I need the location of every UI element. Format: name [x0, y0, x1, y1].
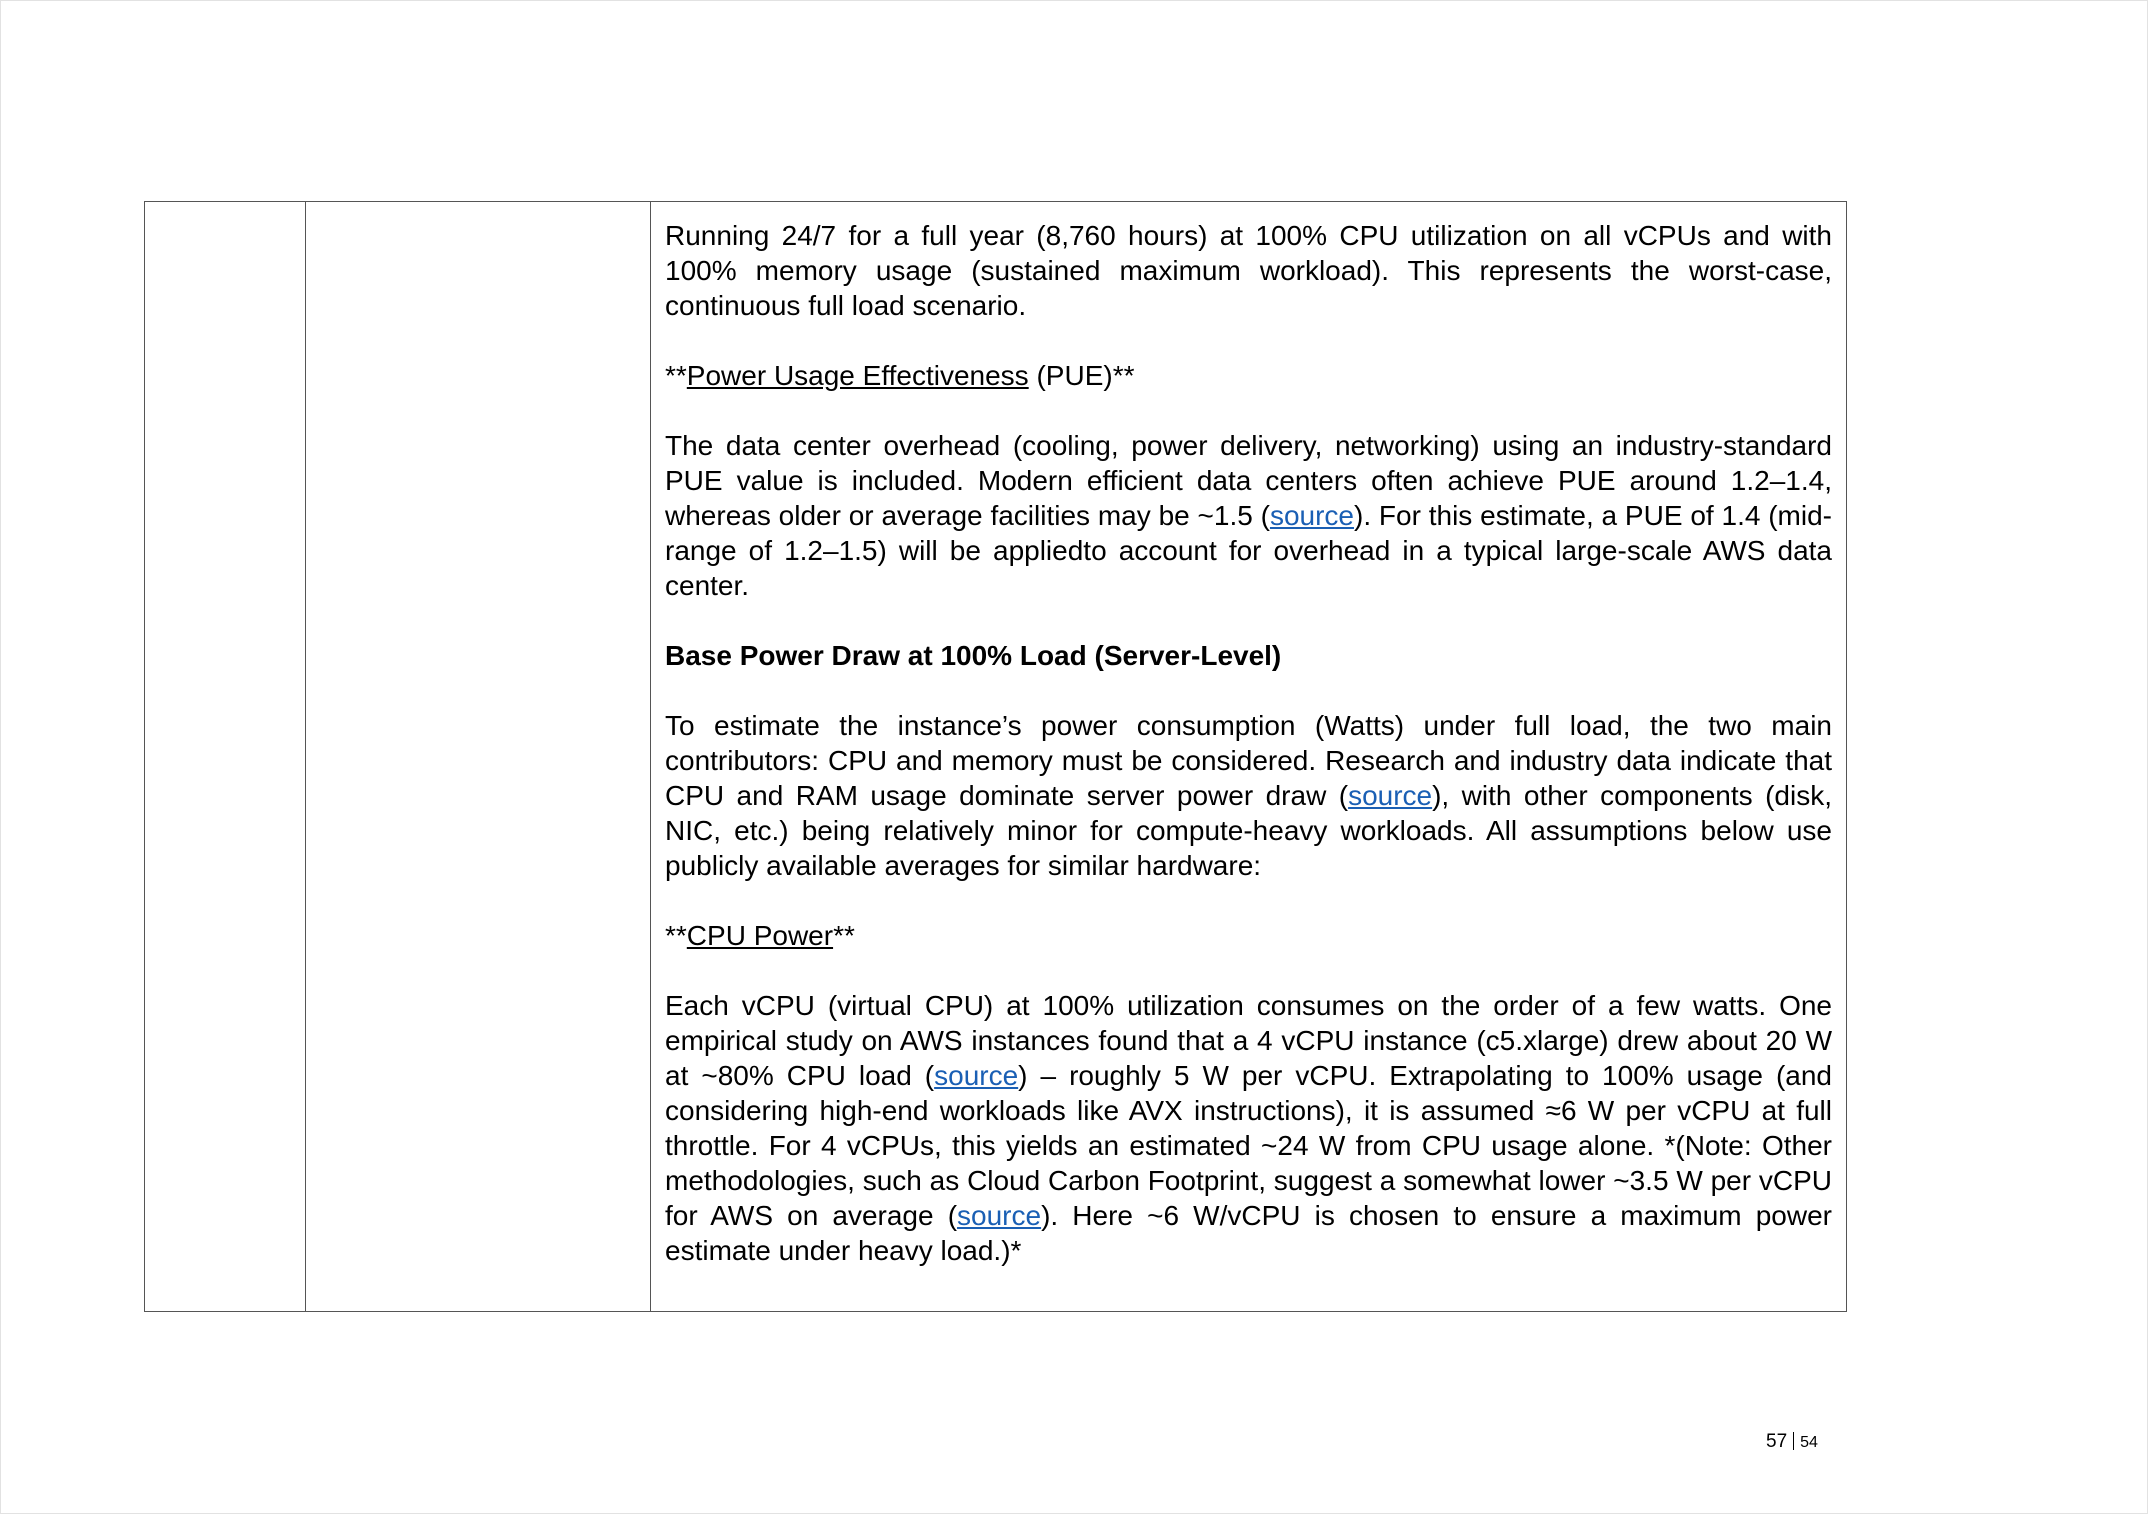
cpu-text-1: Each vCPU (virtual CPU) at 100% utilization consumes on the order of a few watts. One empirical study on AWS instances found that a 4 vCPU instance (c5.xlarge) drew about 20 W at ~80% CPU load (	[665, 990, 1832, 1091]
pue-text-1: The data center overhead (cooling, power delivery, networking) using an industry-standard PUE value is included. Modern efficient data centers often achieve PUE around 1.2–1.4, whereas older or average facilities may be ~1.5 (	[665, 430, 1832, 531]
paragraph-base-power	[665, 708, 1832, 883]
pue-heading-suffix: (PUE)**	[1028, 360, 1135, 391]
table-cell-empty-2	[306, 202, 651, 1312]
pue-text-2: ). For this estimate, a PUE of 1.4 (mid-range of 1.2–1.5) will be appliedto account for overhead in a typical large-scale AWS data center.	[665, 500, 1832, 601]
pue-heading-prefix: **	[665, 360, 687, 391]
cpu-heading-prefix: **	[665, 920, 687, 951]
source-link[interactable]: source	[934, 1060, 1019, 1091]
pue-heading-underlined: Power Usage Effectiveness	[686, 360, 1029, 391]
source-link[interactable]: source	[1269, 500, 1354, 531]
page-number	[1766, 1430, 1818, 1455]
source-link[interactable]: source	[1348, 780, 1433, 811]
base-power-text-2: ), with other components (disk, NIC, etc.) being relatively minor for compute-heavy workloads. All assumptions below use publicly available averages for similar hardware:	[665, 780, 1832, 881]
current-page: 57	[1766, 1431, 1788, 1452]
paragraph-full-load: Running 24/7 for a full year (8,760 hours) at 100% CPU utilization on all vCPUs and with 100% memory usage (sustained maximum workload). This represents the worst-case, continuous full load scenario.	[665, 220, 1832, 321]
cell-content	[651, 202, 1846, 1268]
paragraph-pue	[665, 428, 1832, 603]
table-cell-content	[651, 202, 1847, 1312]
base-power-heading: Base Power Draw at 100% Load (Server-Level)	[665, 640, 1282, 671]
base-power-text-1: To estimate the instance’s power consumption (Watts) under full load, the two main contributors: CPU and memory must be considered. Research and industry data indicate that CPU and RAM usage dominate server power draw (	[665, 710, 1832, 811]
cpu-heading	[665, 918, 1832, 953]
total-pages: 54	[1800, 1434, 1818, 1451]
cpu-heading-underlined: CPU Power	[686, 920, 834, 951]
cpu-text-3: ). Here ~6 W/vCPU is chosen to ensure a maximum power estimate under heavy load.)*	[665, 1200, 1832, 1266]
paragraph-cpu-power	[665, 988, 1832, 1268]
pue-heading	[665, 358, 1832, 393]
cpu-text-2: ) – roughly 5 W per vCPU. Extrapolating to 100% usage (and considering high-end workloads like AVX instructions), it is assumed ≈6 W per vCPU at full throttle. For 4 vCPUs, this yields an estimated ~24 W from CPU usage alone. *(Note: Other methodologies, such as Cloud Carbon Footprint, suggest a somewhat lower ~3.5 W per vCPU for AWS on average (	[665, 1060, 1832, 1231]
page-separator	[1793, 1432, 1794, 1450]
table-row	[145, 202, 1847, 1312]
table-cell-empty-1	[145, 202, 306, 1312]
source-link[interactable]: source	[957, 1200, 1042, 1231]
document-table	[144, 201, 1847, 1312]
cpu-heading-suffix: **	[833, 920, 855, 951]
